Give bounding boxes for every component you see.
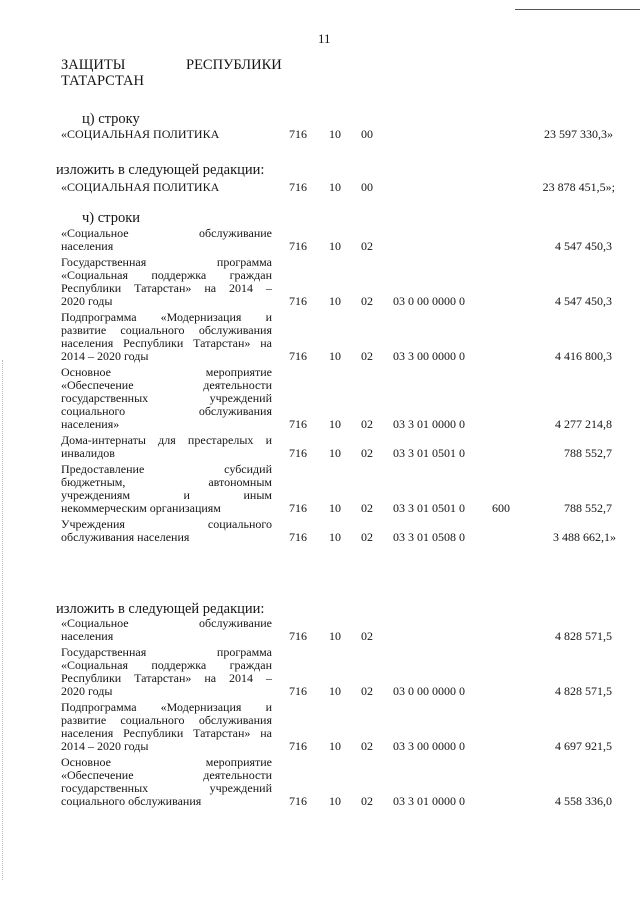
page-number: 11: [318, 31, 331, 46]
row-rz: 10: [329, 446, 341, 460]
row-pr: 02: [361, 684, 373, 698]
row-amount: 4 547 450,3: [555, 239, 612, 253]
row-name: [61, 617, 272, 643]
row-amount: 4 828 571,5: [555, 629, 612, 643]
section-ts-heading: ц) строку: [82, 111, 140, 127]
section-ts-new-heading: изложить в следующей редакции:: [56, 162, 265, 178]
row-amount: 3 488 662,1»: [553, 530, 616, 544]
row-csr: 03 3 01 0508 0: [393, 530, 465, 544]
row-name-line: Подпрограмма «Модернизация и: [61, 310, 272, 324]
row-amount: 4 828 571,5: [555, 684, 612, 698]
row-amount: 4 277 214,8: [555, 417, 612, 431]
row-pr: 02: [361, 794, 373, 808]
row-ved: 716: [289, 501, 307, 515]
row-name-line: развитие социального обслуживания: [61, 713, 272, 727]
row-pr: 02: [361, 739, 373, 753]
row-name-line: Основное мероприятие: [61, 755, 272, 769]
row-pr: 02: [361, 417, 373, 431]
row-name: [61, 756, 272, 808]
row-rz: 10: [329, 349, 341, 363]
section-ch-new-heading: изложить в следующей редакции:: [56, 601, 265, 617]
row-name-line: 2014 – 2020 годы: [61, 739, 149, 753]
row-name: [61, 646, 272, 698]
row-amount: 788 552,7: [564, 501, 612, 515]
row-name: [61, 463, 272, 515]
section-ts-new-ved: 716: [289, 180, 307, 194]
row-name-line: «Социальная поддержка граждан: [61, 268, 272, 282]
row-name-line: некоммерческим организациям: [61, 501, 221, 515]
row-name-line: «Обеспечение деятельности: [61, 378, 272, 392]
scan-edge: [2, 360, 4, 880]
row-name-line: учреждениям и иным: [61, 488, 272, 502]
row-ved: 716: [289, 349, 307, 363]
row-name-line: населения: [61, 629, 114, 643]
row-ved: 716: [289, 446, 307, 460]
row-name-line: бюджетным, автономным: [61, 475, 272, 489]
row-csr: 03 0 00 0000 0: [393, 294, 465, 308]
row-name-line: обслуживания населения: [61, 530, 190, 544]
row-ved: 716: [289, 294, 307, 308]
row-pr: 02: [361, 501, 373, 515]
header-word-2: РЕСПУБЛИКИ: [186, 57, 282, 73]
row-name-line: Основное мероприятие: [61, 365, 272, 379]
section-ts-name: «СОЦИАЛЬНАЯ ПОЛИТИКА: [61, 127, 220, 141]
row-amount: 4 558 336,0: [555, 794, 612, 808]
row-rz: 10: [329, 739, 341, 753]
row-name: [61, 311, 272, 363]
row-amount: 4 547 450,3: [555, 294, 612, 308]
row-name: [61, 518, 272, 544]
row-rz: 10: [329, 629, 341, 643]
row-amount: 4 697 921,5: [555, 739, 612, 753]
row-rz: 10: [329, 417, 341, 431]
row-rz: 10: [329, 294, 341, 308]
header-word-1: ЗАЩИТЫ: [61, 57, 126, 73]
row-ved: 716: [289, 629, 307, 643]
row-csr: 03 3 00 0000 0: [393, 349, 465, 363]
row-rz: 10: [329, 684, 341, 698]
row-name: [61, 701, 272, 753]
row-name-line: социального обслуживания: [61, 794, 202, 808]
row-pr: 02: [361, 239, 373, 253]
row-amount: 4 416 800,3: [555, 349, 612, 363]
row-name-line: населения: [61, 239, 114, 253]
row-csr: 03 3 01 0000 0: [393, 417, 465, 431]
row-name-line: «Социальное обслуживание: [61, 616, 272, 630]
row-name-line: «Обеспечение деятельности: [61, 768, 272, 782]
row-pr: 02: [361, 294, 373, 308]
row-name-line: Дома-интернаты для престарелых и: [61, 433, 272, 447]
row-name: [61, 434, 272, 460]
row-name-line: инвалидов: [61, 446, 115, 460]
row-name-line: развитие социального обслуживания: [61, 323, 272, 337]
row-name-line: 2020 годы: [61, 294, 113, 308]
section-ts-new-name: «СОЦИАЛЬНАЯ ПОЛИТИКА: [61, 180, 220, 194]
row-name-line: Подпрограмма «Модернизация и: [61, 700, 272, 714]
row-name-line: государственных учреждений: [61, 391, 272, 405]
row-pr: 02: [361, 530, 373, 544]
row-rz: 10: [329, 794, 341, 808]
row-csr: 03 3 01 0000 0: [393, 794, 465, 808]
row-name-line: населения Республики Татарстан» на: [61, 336, 272, 350]
row-name-line: Государственная программа: [61, 255, 272, 269]
row-name-line: «Социальная поддержка граждан: [61, 658, 272, 672]
row-name-line: Республики Татарстан» на 2014 –: [61, 671, 272, 685]
row-name-line: государственных учреждений: [61, 781, 272, 795]
row-name-line: 2020 годы: [61, 684, 113, 698]
row-vr: 600: [492, 501, 510, 515]
row-name-line: социального обслуживания: [61, 404, 272, 418]
section-ts-rz: 10: [329, 127, 341, 141]
row-name-line: населения Республики Татарстан» на: [61, 726, 272, 740]
section-ts-new-amount: 23 878 451,5»;: [542, 180, 615, 194]
row-name-line: Республики Татарстан» на 2014 –: [61, 281, 272, 295]
row-name-line: Предоставление субсидий: [61, 462, 272, 476]
row-name-line: населения»: [61, 417, 120, 431]
row-name: [61, 366, 272, 431]
row-name-line: «Социальное обслуживание: [61, 226, 272, 240]
section-ts-new-pr: 00: [361, 180, 373, 194]
row-csr: 03 3 00 0000 0: [393, 739, 465, 753]
row-ved: 716: [289, 794, 307, 808]
row-ved: 716: [289, 684, 307, 698]
row-name-line: Государственная программа: [61, 645, 272, 659]
row-name-line: 2014 – 2020 годы: [61, 349, 149, 363]
section-ts-ved: 716: [289, 127, 307, 141]
top-rule: [515, 9, 640, 10]
row-ved: 716: [289, 239, 307, 253]
row-ved: 716: [289, 530, 307, 544]
row-amount: 788 552,7: [564, 446, 612, 460]
row-name: [61, 256, 272, 308]
row-name-line: Учреждения социального: [61, 517, 272, 531]
row-pr: 02: [361, 446, 373, 460]
section-ch-heading: ч) строки: [82, 210, 140, 226]
row-csr: 03 0 00 0000 0: [393, 684, 465, 698]
row-csr: 03 3 01 0501 0: [393, 446, 465, 460]
section-ts-pr: 00: [361, 127, 373, 141]
section-ts-new-rz: 10: [329, 180, 341, 194]
header-line-2: ТАТАРСТАН: [61, 73, 144, 89]
row-rz: 10: [329, 530, 341, 544]
section-ts-amount: 23 597 330,3»: [544, 127, 613, 141]
row-csr: 03 3 01 0501 0: [393, 501, 465, 515]
row-rz: 10: [329, 239, 341, 253]
row-name: [61, 227, 272, 253]
row-ved: 716: [289, 739, 307, 753]
row-pr: 02: [361, 629, 373, 643]
row-pr: 02: [361, 349, 373, 363]
row-ved: 716: [289, 417, 307, 431]
row-rz: 10: [329, 501, 341, 515]
